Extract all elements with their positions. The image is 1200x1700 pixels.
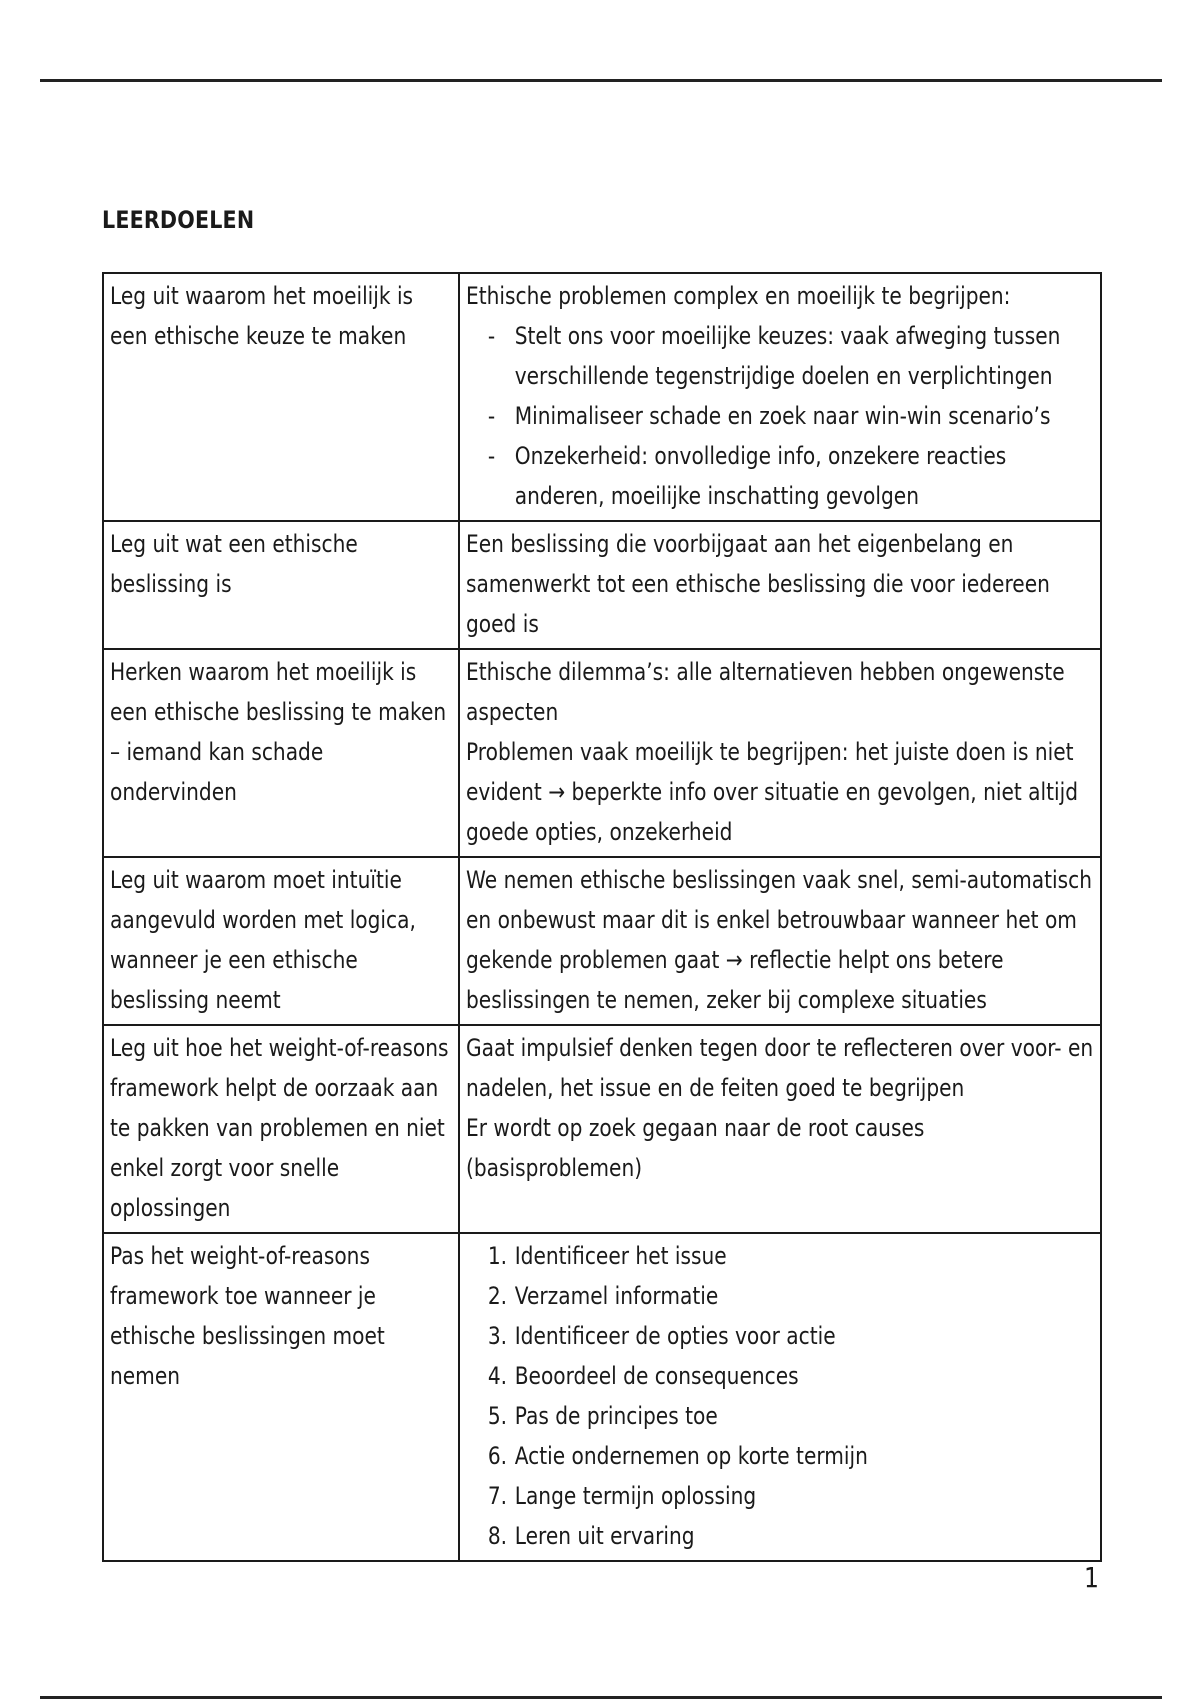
dash-bullet-icon: -: [487, 402, 496, 430]
goal-text: Leg uit waarom moet intuïtie aangevuld worden met logica, wanneer je een ethische beslissing neemt: [110, 866, 416, 1014]
table-row: [103, 1025, 1101, 1233]
list-item: 7. Lange termijn oplossing: [487, 1482, 757, 1510]
table-row: [103, 649, 1101, 857]
section-heading: LEERDOELEN: [102, 206, 255, 234]
list-item: 4. Beoordeel de consequences: [487, 1362, 799, 1390]
table-row: [103, 857, 1101, 1025]
header-rule: [40, 79, 1162, 82]
answer-line: Ethische dilemma’s: alle alternatieven hebben ongewenste aspecten: [466, 658, 1065, 726]
list-item: 8. Leren uit ervaring: [487, 1522, 695, 1550]
goal-cell: [103, 857, 459, 1025]
table-row: [103, 521, 1101, 649]
page-number: 1: [1084, 1561, 1099, 1594]
answer-cell: [459, 1025, 1101, 1233]
dash-bullet-icon: -: [487, 442, 496, 470]
dash-bullet-icon: -: [487, 322, 496, 350]
goal-text: Leg uit hoe het weight-of-reasons framework helpt de oorzaak aan te pakken van problemen en niet enkel zorgt voor snelle oplossingen: [110, 1034, 449, 1222]
goal-text: Leg uit wat een ethische beslissing is: [110, 530, 358, 598]
answer-cell: [459, 1233, 1101, 1561]
answer-cell: [459, 649, 1101, 857]
answer-line: Gaat impulsief denken tegen door te reflecteren over voor- en nadelen, het issue en de feiten goed te begrijpen: [466, 1034, 1094, 1102]
list-item: 5. Pas de principes toe: [487, 1402, 718, 1430]
answer-cell: [459, 273, 1101, 521]
list-item: - Minimaliseer schade en zoek naar win-win scenario’s: [466, 396, 1094, 436]
answer-text: We nemen ethische beslissingen vaak snel, semi-automatisch en onbewust maar dit is enkel betrouwbaar wanneer het om gekende problemen gaat → reflectie helpt ons betere beslissingen te nemen, zeker bij complexe situaties: [466, 866, 1092, 1014]
learning-goals-table: [102, 272, 1102, 1562]
goal-cell: [103, 649, 459, 857]
list-item: 3. Identificeer de opties voor actie: [487, 1322, 836, 1350]
answer-cell: [459, 857, 1101, 1025]
goal-cell: [103, 273, 459, 521]
table-row: [103, 273, 1101, 521]
goal-text: Herken waarom het moeilijk is een ethische beslissing te maken – iemand kan schade ondervinden: [110, 658, 447, 806]
answer-cell: [459, 521, 1101, 649]
goal-cell: [103, 1025, 459, 1233]
table-row: [103, 1233, 1101, 1561]
answer-line: Problemen vaak moeilijk te begrijpen: het juiste doen is niet evident → beperkte info over situatie en gevolgen, niet altijd goede opties, onzekerheid: [466, 738, 1079, 846]
goal-cell: [103, 1233, 459, 1561]
numbered-list: [466, 1236, 1094, 1556]
goal-text: Pas het weight-of-reasons framework toe wanneer je ethische beslissingen moet nemen: [110, 1242, 385, 1390]
list-item: 2. Verzamel informatie: [487, 1282, 719, 1310]
goal-cell: [103, 521, 459, 649]
list-item: 6. Actie ondernemen op korte termijn: [487, 1442, 868, 1470]
goal-text: Leg uit waarom het moeilijk is een ethische keuze te maken: [110, 282, 414, 350]
list-item: - Stelt ons voor moeilijke keuzes: vaak afweging tussen verschillende tegenstrijdige doelen en verplichtingen: [466, 316, 1094, 396]
answer-line: Er wordt op zoek gegaan naar de root causes (basisproblemen): [466, 1114, 925, 1182]
list-item: 1. Identificeer het issue: [487, 1242, 727, 1270]
answer-text: Een beslissing die voorbijgaat aan het eigenbelang en samenwerkt tot een ethische beslissing die voor iedereen goed is: [466, 530, 1050, 638]
footer-rule: [40, 1696, 1162, 1699]
bullet-list: [466, 316, 1094, 516]
list-item: - Onzekerheid: onvolledige info, onzekere reacties anderen, moeilijke inschatting gevolgen: [466, 436, 1094, 516]
answer-intro: Ethische problemen complex en moeilijk te begrijpen:: [466, 282, 1011, 310]
